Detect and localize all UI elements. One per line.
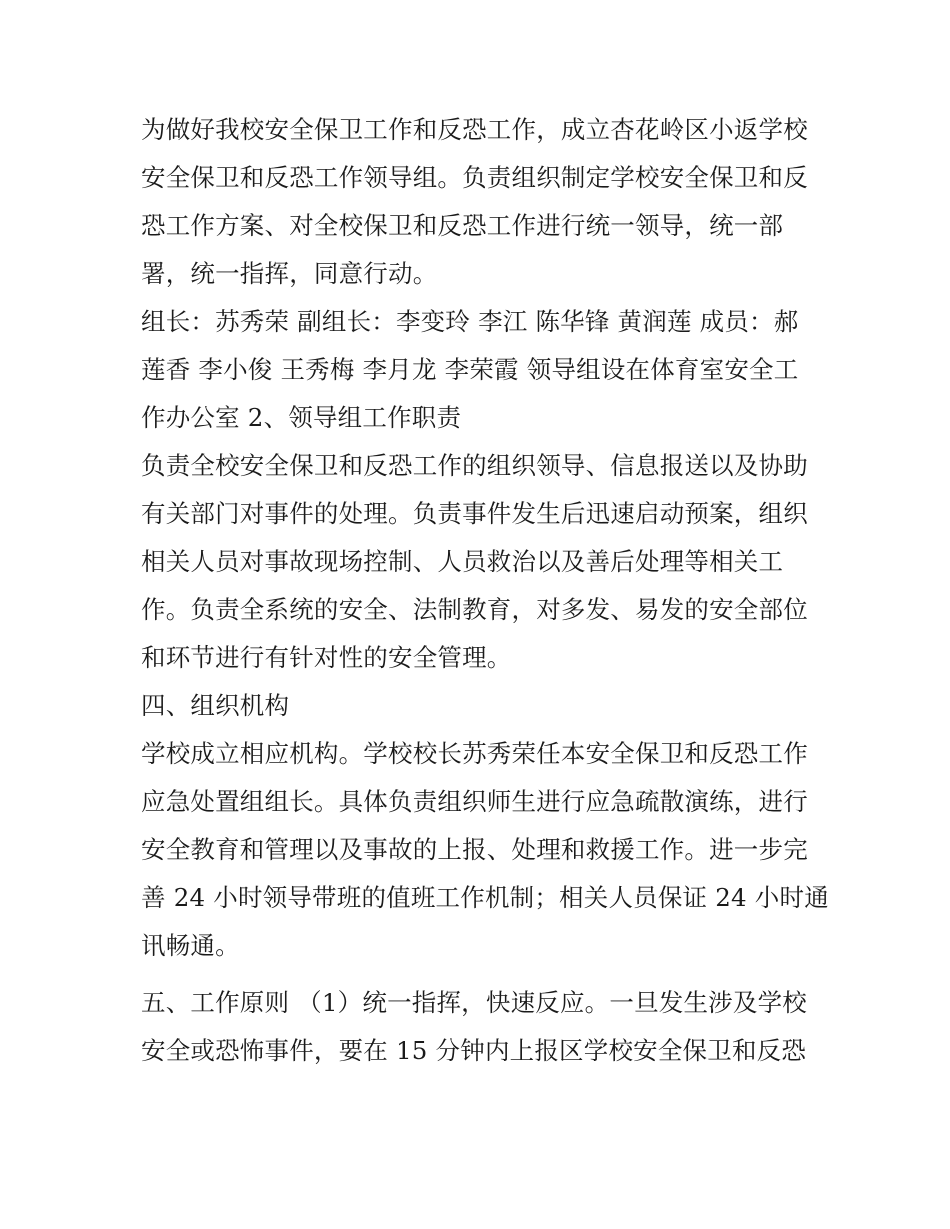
- text-line: 有关部门对事件的处理。负责事件发生后迅速启动预案，组织: [141, 499, 808, 528]
- text-line: 应急处置组组长。具体负责组织师生进行应急疏散演练，进行: [141, 787, 808, 816]
- text-line: 作办公室 2、领导组工作职责: [141, 403, 462, 432]
- section-heading: [141, 682, 821, 730]
- text-line: 恐工作方案、对全校保卫和反恐工作进行统一领导，统一部: [141, 211, 784, 240]
- paragraph-spacer: [141, 970, 821, 979]
- text-line: 善 24 小时领导带班的值班工作机制；相关人员保证 24 小时通: [141, 883, 829, 912]
- text-line: 相关人员对事故现场控制、人员救治以及善后处理等相关工: [141, 547, 784, 576]
- text-line: 署，统一指挥，同意行动。: [141, 259, 438, 288]
- text-line: 负责全校安全保卫和反恐工作的组织领导、信息报送以及协助: [141, 451, 808, 480]
- text-line: 和环节进行有针对性的安全管理。: [141, 643, 512, 672]
- paragraph: [141, 298, 821, 442]
- paragraph: [141, 730, 829, 970]
- text-line: 组长：苏秀荣 副组长：李变玲 李江 陈华锋 黄润莲 成员：郝: [141, 307, 799, 336]
- text-line: 安全保卫和反恐工作领导组。负责组织制定学校安全保卫和反: [141, 163, 808, 192]
- text-line: 安全教育和管理以及事故的上报、处理和救援工作。进一步完: [141, 835, 808, 864]
- paragraph: [141, 106, 821, 298]
- paragraph: [141, 979, 821, 1075]
- text-line: 为做好我校安全保卫工作和反恐工作，成立杏花岭区小返学校: [141, 115, 808, 144]
- text-line: 学校成立相应机构。学校校长苏秀荣任本安全保卫和反恐工作: [141, 739, 808, 768]
- paragraph: [141, 442, 821, 682]
- text-line: 讯畅通。: [141, 931, 240, 960]
- text-line: 莲香 李小俊 王秀梅 李月龙 李荣霞 领导组设在体育室安全工: [141, 355, 799, 384]
- text-line: 四、组织机构: [141, 691, 290, 720]
- document-body: [141, 106, 829, 1075]
- text-line: 安全或恐怖事件，要在 15 分钟内上报区学校安全保卫和反恐: [141, 1036, 807, 1065]
- text-line: 五、工作原则 （1）统一指挥，快速反应。一旦发生涉及学校: [141, 988, 807, 1017]
- text-line: 作。负责全系统的安全、法制教育，对多发、易发的安全部位: [141, 595, 808, 624]
